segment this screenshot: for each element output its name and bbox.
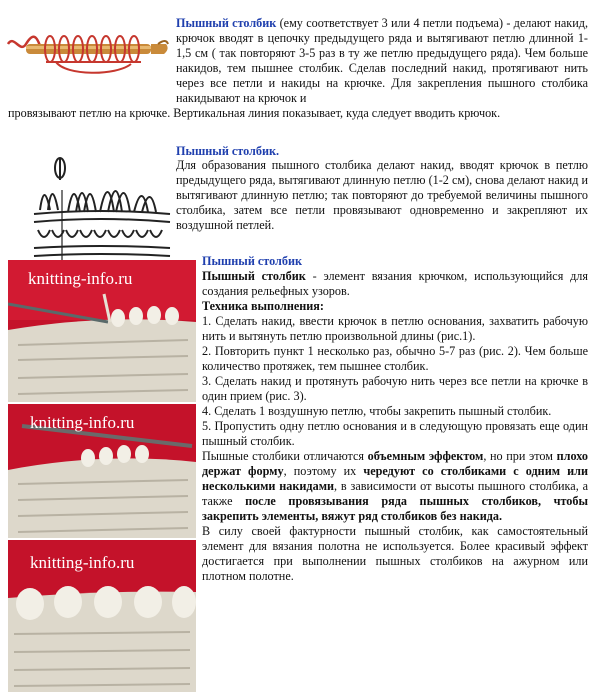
intro-bold: Пышный столбик xyxy=(202,269,306,283)
watermark: knitting-info.ru xyxy=(30,413,135,432)
step-1: 1. Сделать накид, ввести крючок в петлю основания, захватить рабочую нить и вытянуть петлю произвольной длины (рис.1). xyxy=(202,314,588,343)
photo-step-2 xyxy=(8,404,196,538)
section-3 xyxy=(202,254,588,584)
section-1-text: (ему соответствует 3 или 4 петли подъема) - делают накид, крючок вводят в цепочку предыдущего ряда и вытягивают петлю длинной 1-1,5 см ( так повторяют 3-5 раз в ту же петлю предыдущего ряда). Чем больше накидов, тем пышнее столбик. Сделав последний накид, протягивают нить через все петли и накиды на крючке. Для закрепления пышного столбика накидывают на крючок и xyxy=(176,16,588,105)
step-2: 2. Повторить пункт 1 несколько раз, обычно 5-7 раз (рис. 2). Чем больше количество протяжек, тем пышнее столбик. xyxy=(202,344,588,373)
section-2-description: Для образования пышного столбика делают накид, вводят крючок в петлю предыдущего ряда, вытягивают длинную петлю (1-2 см), снова делают накид и вытягивают длинную петлю; так повторяют до требуемой величины пышного столбика, затем все петли провязывают одновременно и закрепляют их воздушной петлей. xyxy=(176,158,588,232)
watermark: knitting-info.ru xyxy=(28,269,133,288)
section-1-description xyxy=(176,16,588,106)
technique-heading: Техника выполнения: xyxy=(202,299,324,313)
intro-rest: - элемент вязания крючком, использующийся для создания рельефных узоров. xyxy=(202,269,588,298)
photo-step-3 xyxy=(8,540,196,692)
section-3-intro xyxy=(202,269,588,299)
section-1 xyxy=(0,0,600,130)
step-4: 4. Сделать 1 воздушную петлю, чтобы закрепить пышный столбик. xyxy=(202,404,552,418)
section-3-paragraph-1: Пышные столбики отличаются объемным эффектом, но при этом плохо держат форму, поэтому их чередуют со столбиками с одним или несколькими накидами, в зависимости от высоты пышного столбика, а также после провязывания ряда пышных столбиков, чтобы закрепить элементы, вяжут ряд столбиков без накида. xyxy=(202,449,588,523)
section-3-title: Пышный столбик xyxy=(202,254,303,268)
step-5: 5. Пропустить одну петлю основания и в следующую провязать еще один пышный столбик. xyxy=(202,419,588,448)
section-3-paragraph-2: В силу своей фактурности пышный столбик, как самостоятельный элемент для вязания полотна не используется. Более красивый эффект достигается при выполнении пышных столбиков на ажурном или плотном полотне. xyxy=(202,524,588,583)
watermark: knitting-info.ru xyxy=(30,553,135,572)
section-2-title: Пышный столбик. xyxy=(176,144,280,158)
section-1-description-tail: провязывают петлю на крючке. Вертикальная линия показывает, куда следует вводить крючок. xyxy=(8,106,501,120)
puff-stitch-diagram xyxy=(30,150,172,262)
hook-with-loops-illustration xyxy=(6,14,171,82)
section-1-title: Пышный столбик xyxy=(176,16,277,30)
step-3: 3. Сделать накид и протянуть рабочую нить через все петли на крючке в один прием (рис. 3). xyxy=(202,374,588,403)
photo-step-1 xyxy=(8,260,196,402)
